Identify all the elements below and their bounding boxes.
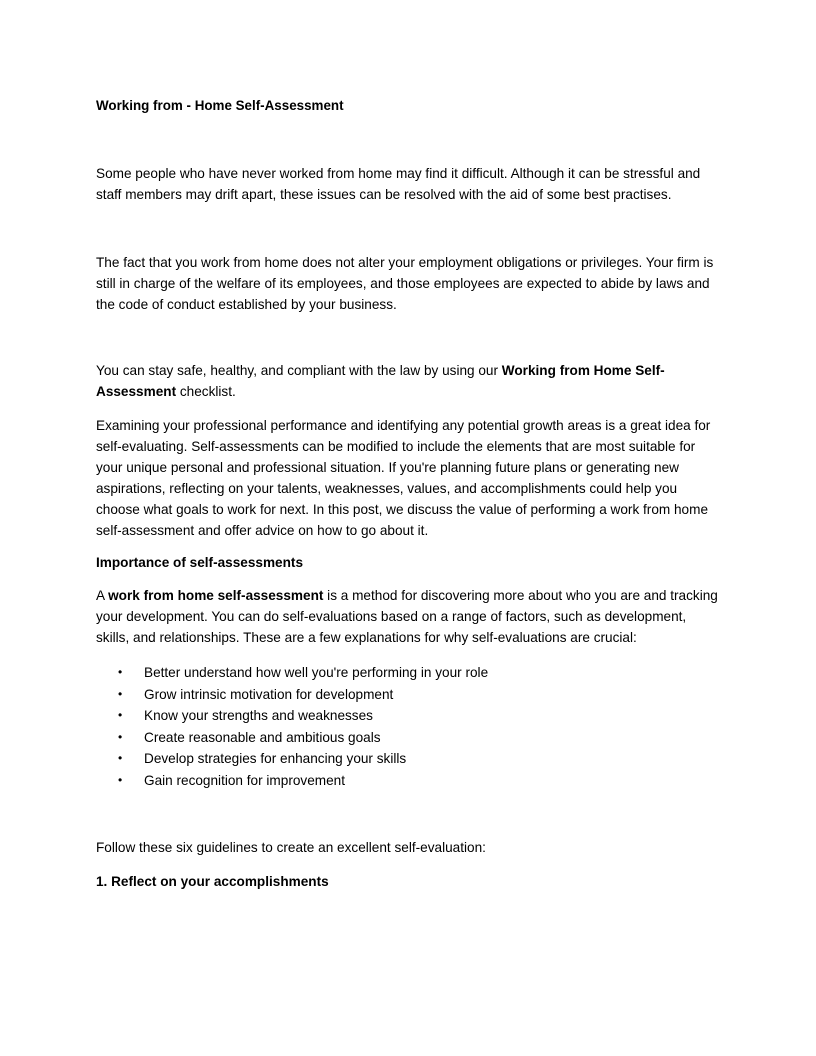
method-bold-term: work from home self-assessment [108,588,324,603]
list-item-text: Better understand how well you're performing in your role [144,665,489,680]
bullet-icon: • [118,686,123,701]
list-item-text: Grow intrinsic motivation for development [144,686,394,702]
list-item [96,748,720,770]
reasons-list [96,662,720,791]
list-item-text: Know your strengths and weaknesses [144,708,373,723]
list-item [96,684,720,706]
paragraph-checklist-text-before: You can stay safe, healthy, and compliant with the law by using our [96,363,502,378]
paragraph-checklist-text-after: checklist. [176,384,236,399]
paragraph-checklist [96,360,720,402]
bullet-icon: • [118,751,123,765]
paragraph-method-text-before: A [96,588,109,603]
bullet-icon: • [118,708,123,722]
list-item [96,727,720,749]
checklist-bold-term: Working from Home Self-Assessment [96,363,665,399]
bullet-icon: • [118,772,123,787]
paragraph-intro: Some people who have never worked from home may find it difficult. Although it can be stressful and staff members may drift apart, these issues can be resolved with the aid of some best practises. [96,166,701,202]
list-item-text: Develop strategies for enhancing your skills [144,751,407,766]
list-item [96,705,720,727]
paragraph-guidelines: Follow these six guidelines to create an excellent self-evaluation: [96,840,486,855]
list-item-text: Gain recognition for improvement [144,772,345,788]
list-item [96,770,720,792]
list-item-text: Create reasonable and ambitious goals [144,729,381,745]
paragraph-method-text-after: is a method for discovering more about who you are and tracking your development. You can do self-evaluations based on a range of factors, such as development, skills, and relationships. These are a few explanations for why self-evaluations are crucial: [96,588,718,645]
paragraph-self-evaluating: Examining your professional performance and identifying any potential growth areas is a great idea for self-evaluating. Self-assessments can be modified to include the elements that are most suitable for your unique personal and professional situation. If you're planning future plans or generating new aspirations, reflecting on your talents, weaknesses, values, and accomplishments could help you choose what goals to work for next. In this post, we discuss the value of performing a work from home self-assessment and offer advice on how to go about it. [96,418,711,538]
heading-step-1: 1. Reflect on your accomplishments [96,874,329,889]
list-item [96,662,720,684]
paragraph-obligations: The fact that you work from home does not alter your employment obligations or privileges. Your firm is still in charge of the welfare of its employees, and those employees are expected to abide by laws and the code of conduct established by your business. [96,255,714,312]
bullet-icon: • [118,729,123,744]
heading-importance: Importance of self-assessments [96,555,304,570]
paragraph-method [96,585,720,648]
document-title: Working from - Home Self-Assessment [96,98,344,113]
bullet-icon: • [118,665,123,679]
